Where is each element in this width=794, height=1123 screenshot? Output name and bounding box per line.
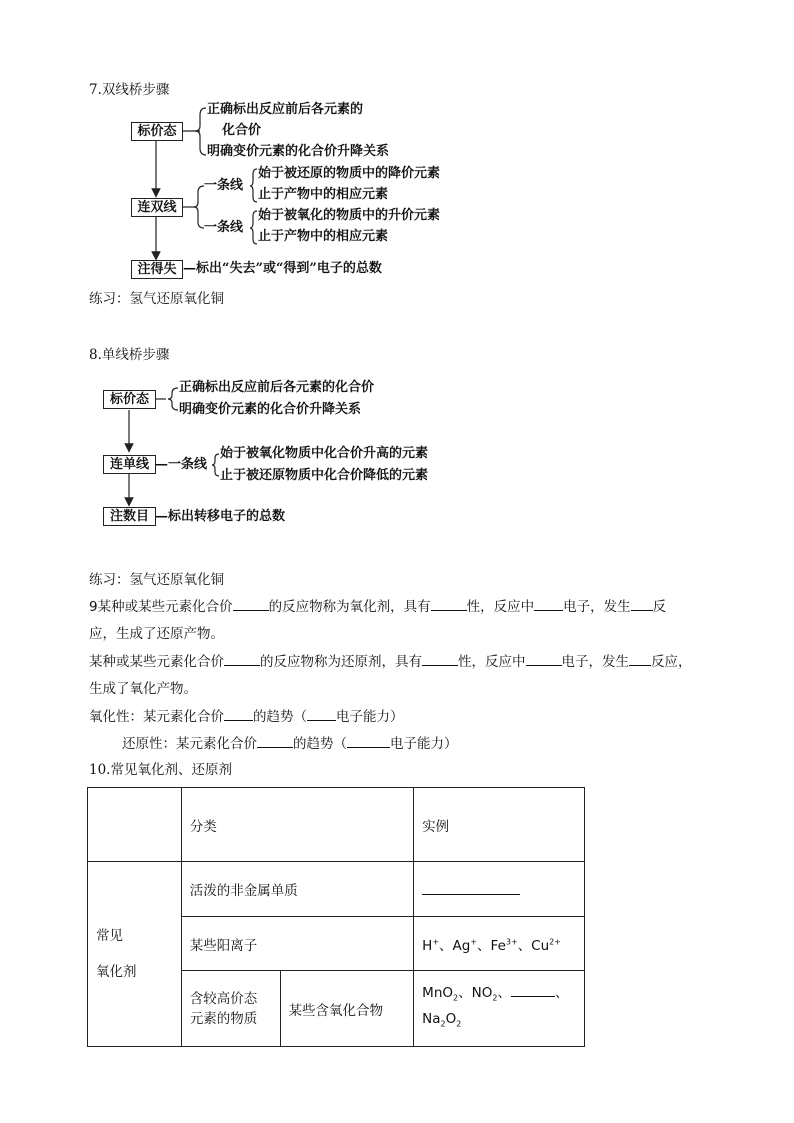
s9-line5 — [89, 706, 404, 727]
blank-11[interactable] — [257, 733, 293, 748]
section8-practice: 练习：氢气还原氧化铜 — [89, 572, 224, 588]
diagram7-valence-text-1: 正确标出反应前后各元素的 — [207, 102, 364, 117]
row3-answer-blank[interactable] — [511, 982, 555, 997]
blank-8[interactable] — [629, 651, 651, 666]
diagram7-branch1-label — [204, 177, 243, 195]
header-example: 实例 — [414, 788, 585, 862]
blank-9[interactable] — [224, 706, 253, 721]
row1-example — [414, 862, 585, 917]
ex-no2: 、NO — [458, 985, 493, 1002]
diagram7-valence-text-3: 明确变价元素的化合价升降关系 — [207, 144, 390, 159]
ex-ag: 、Ag — [439, 937, 471, 954]
diagram7-box-double-line: 连双线 — [131, 198, 183, 217]
s9-l6c: 电子能力） — [390, 736, 458, 752]
s9-l5a: 氧化性：某元素化合价 — [89, 709, 224, 725]
ex-fe: 、Fe — [477, 937, 506, 954]
branch2-label-text: 一条线 — [204, 220, 244, 235]
s9-line4: 生成了氧化产物。 — [89, 681, 197, 697]
s9-line6 — [122, 733, 458, 754]
row3-category-line2: 元素的物质 — [189, 1010, 258, 1027]
s9-l3e: 反应， — [651, 654, 692, 670]
blank-12[interactable] — [347, 733, 390, 748]
diagram7-box-gain-loss: 注得失 — [131, 260, 183, 279]
row3-category-line1: 含较高价态 — [189, 990, 258, 1007]
diagram8-box-single-line: 连单线 — [103, 455, 156, 474]
diagram8-count-text: —标出转移电子的总数 — [155, 509, 286, 524]
diagram7-gain-loss-text: —标出“失去”或“得到”电子的总数 — [183, 261, 382, 276]
diagram7-branch1-text-2: 止于产物中的相应元素 — [258, 187, 389, 202]
ex-sep2: 、 — [554, 985, 569, 1002]
group-label-cell — [88, 862, 182, 1047]
row3-subcategory: 某些含氧化合物 — [280, 971, 414, 1047]
blank-1[interactable] — [233, 596, 269, 611]
diagram7-box-mark-valence: 标价态 — [131, 122, 183, 141]
ex-na-sub: 2 — [440, 1019, 446, 1029]
s9-l6a: 还原性：某元素化合价 — [122, 736, 257, 752]
row2-example — [414, 917, 585, 971]
table-row — [88, 862, 585, 917]
ex-cu-charge: 2+ — [549, 937, 561, 946]
ex-mno2: MnO — [422, 985, 454, 1002]
diagram7-branch2-label — [204, 219, 243, 237]
s9-l3d: 电子，发生 — [561, 654, 629, 670]
diagram7-branch2-text-1: 始于被氧化的物质中的升价元素 — [258, 208, 441, 223]
s9-l5b: 的趋势（ — [253, 709, 307, 725]
branch-label-text: 一条线 — [168, 457, 208, 472]
ex-cu: 、Cu — [517, 937, 550, 954]
ex-mno2-sub: 2 — [453, 994, 459, 1003]
s9-line1 — [89, 596, 666, 617]
diagram8-box-mark-valence: 标价态 — [103, 390, 156, 409]
blank-3[interactable] — [534, 596, 563, 611]
table-header-row — [88, 788, 585, 862]
ex-o-sub: 2 — [456, 1019, 462, 1029]
blank-4[interactable] — [631, 596, 653, 611]
ex-ag-charge: + — [470, 937, 478, 946]
ex-sep: 、 — [497, 985, 511, 1002]
branch1-label-text: 一条线 — [204, 178, 244, 193]
blank-6[interactable] — [422, 651, 458, 666]
blank-5[interactable] — [224, 651, 260, 666]
diagram8-valence-text-1: 正确标出反应前后各元素的化合价 — [179, 380, 375, 395]
blank-2[interactable] — [431, 596, 467, 611]
diagram8-branch-label: —一条线 — [155, 457, 208, 472]
s9-l1e: 反 — [652, 599, 667, 615]
ex-no2-sub: 2 — [492, 994, 498, 1003]
ex-o: O — [445, 1011, 457, 1027]
section8-title: 8.单线桥步骤 — [89, 347, 170, 363]
s9-l1d: 电子，发生 — [563, 599, 631, 615]
s9-line3 — [89, 651, 692, 672]
header-category: 分类 — [181, 788, 413, 862]
diagram7-valence-text-2: 化合价 — [222, 123, 262, 138]
row1-category: 活泼的非金属单质 — [181, 862, 413, 917]
group-label-line2: 氧化剂 — [96, 964, 137, 980]
s9-l3a: 某种或某些元素化合价 — [89, 654, 224, 670]
row2-category: 某些阳离子 — [181, 917, 413, 971]
s9-l1c: 性，反应中 — [466, 599, 535, 615]
s9-line2: 应，生成了还原产物。 — [89, 626, 224, 642]
diagram8-box-count: 注数目 — [103, 507, 156, 526]
s9-l6b: 的趋势（ — [293, 736, 347, 752]
section7-title: 7.双线桥步骤 — [89, 82, 170, 98]
section10-title: 10.常见氧化剂、还原剂 — [89, 762, 232, 778]
s9-l5c: 电子能力） — [336, 709, 404, 725]
diagram7-branch2-text-2: 止于产物中的相应元素 — [258, 229, 389, 244]
blank-10[interactable] — [307, 706, 336, 721]
s9-l3c: 性，反应中 — [458, 654, 526, 670]
diagram8-branch-text-1: 始于被氧化物质中化合价升高的元素 — [220, 446, 429, 461]
table-corner-cell — [88, 788, 182, 862]
row3-category — [181, 971, 280, 1047]
ex-h: H — [422, 937, 433, 954]
s9-l1b: 的反应物称为氧化剂，具有 — [268, 599, 431, 615]
ex-na: Na — [422, 1011, 441, 1027]
section7-practice: 练习：氢气还原氧化铜 — [89, 291, 224, 307]
ex-h-charge: + — [432, 937, 440, 946]
row3-example — [414, 971, 585, 1047]
blank-7[interactable] — [526, 651, 562, 666]
diagram7-branch1-text-1: 始于被还原的物质中的降价元素 — [258, 166, 441, 181]
s9-l3b: 的反应物称为还原剂，具有 — [260, 654, 422, 670]
diagram8-valence-text-2: 明确变价元素的化合价升降关系 — [179, 402, 362, 417]
group-label-line1: 常见 — [96, 928, 123, 944]
s9-l1a: 9某种或某些元素化合价 — [89, 599, 233, 615]
row1-answer-blank[interactable] — [422, 880, 520, 895]
oxidant-table — [87, 787, 585, 1047]
ex-fe-charge: 3+ — [505, 937, 518, 946]
diagram8-branch-text-2: 止于被还原物质中化合价降低的元素 — [220, 468, 429, 483]
